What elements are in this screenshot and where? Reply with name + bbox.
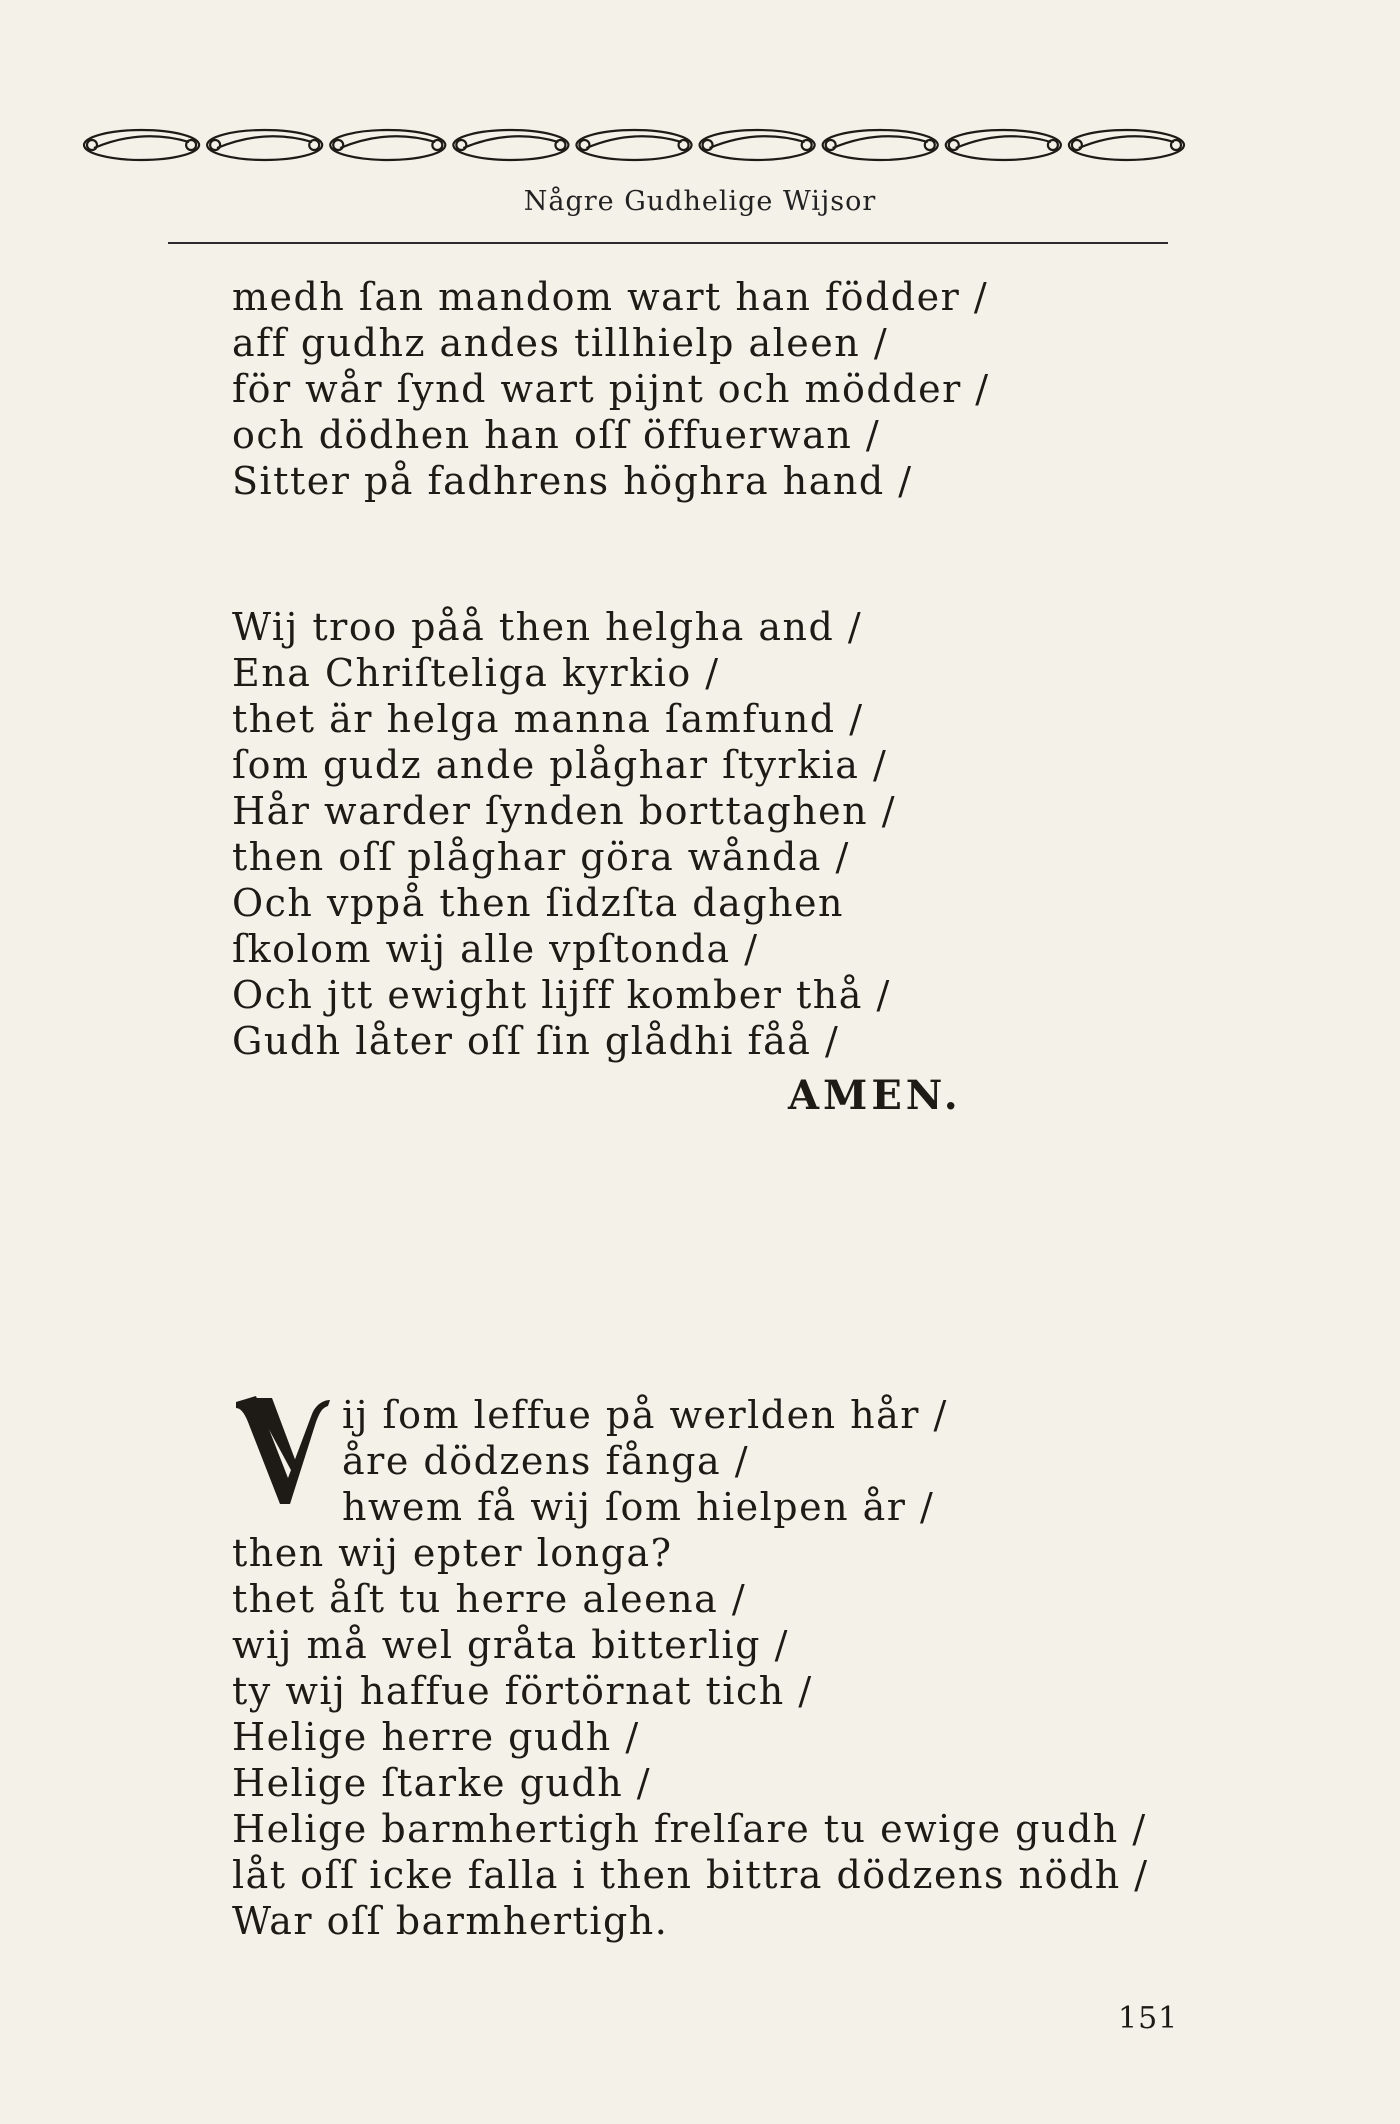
ornament-swirl xyxy=(586,136,681,148)
ornament-knot xyxy=(555,140,565,150)
running-head: Någre Gudhelige Wijsor xyxy=(523,186,877,217)
verse-line: Helige herre gudh / xyxy=(232,1715,640,1759)
ornament-knot xyxy=(679,140,689,150)
verse-line: aff gudhz andes tillhielp aleen / xyxy=(232,321,889,365)
verse-line: Och vppå then ſidzſta daghen xyxy=(232,881,844,925)
verse-3-indented xyxy=(342,1392,948,1530)
amen: AMEN. xyxy=(788,1072,962,1119)
verse-line: Helige barmhertigh frelſare tu ewige gudh / xyxy=(232,1807,1147,1851)
verse-line: thet är helga manna ſamfund / xyxy=(232,697,864,741)
verse-line: ſom gudz ande plåghar ſtyrkia / xyxy=(232,743,888,787)
verse-line: Hår warder ſynden borttaghen / xyxy=(232,789,897,833)
verse-line: ij ſom leffue på werlden hår / xyxy=(342,1393,948,1437)
verse-line: Ena Chriſteliga kyrkio / xyxy=(232,651,720,695)
ornament-knot xyxy=(802,140,812,150)
verse-line: ſkolom wij alle vpſtonda / xyxy=(232,927,759,971)
verse-line: thet åſt tu herre aleena / xyxy=(232,1577,747,1621)
ornament-swirl xyxy=(94,136,189,148)
verse-line: ty wij haffue förtörnat tich / xyxy=(232,1669,813,1713)
ornament-knot xyxy=(87,140,97,150)
ornament-swirl xyxy=(217,136,312,148)
drop-cap-v-initial xyxy=(232,1392,332,1512)
ornament-swirl xyxy=(956,136,1051,148)
page-number: 151 xyxy=(1118,2001,1179,2036)
verse-line: Helige ſtarke gudh / xyxy=(232,1761,652,1805)
ornament-knot xyxy=(186,140,196,150)
ornament-knot xyxy=(1048,140,1058,150)
ornament-knot xyxy=(949,140,959,150)
ornament-knot xyxy=(456,140,466,150)
verse-line: låt oſſ icke falla i then bittra dödzens nödh / xyxy=(232,1853,1149,1897)
ornament-knot xyxy=(579,140,589,150)
ornament-knot xyxy=(1171,140,1181,150)
verse-line: hwem få wij ſom hielpen år / xyxy=(342,1485,935,1529)
ornament-swirl xyxy=(1079,136,1174,148)
ornament-swirl xyxy=(833,136,928,148)
verse-line: then oſſ plåghar göra wånda / xyxy=(232,835,850,879)
ornament-knot xyxy=(703,140,713,150)
verse-line: War oſſ barmhertigh. xyxy=(232,1899,669,1943)
ornament-swirl xyxy=(340,136,435,148)
ornament-swirl xyxy=(710,136,805,148)
verse-line: wij må wel gråta bitterlig / xyxy=(232,1623,789,1667)
ornament-swirl xyxy=(463,136,558,148)
ornament-knot xyxy=(1072,140,1082,150)
verse-line: Wij troo påå then helgha and / xyxy=(232,605,863,649)
ornament-knot xyxy=(210,140,220,150)
verse-line: för wår ſynd wart pijnt och mödder / xyxy=(232,367,990,411)
ornament-knot xyxy=(333,140,343,150)
ornamental-border xyxy=(80,122,1188,168)
verse-line: Och jtt ewight lijff komber thå / xyxy=(232,973,891,1017)
verse-line: åre dödzens fånga / xyxy=(342,1439,750,1483)
verse-line: Sitter på fadhrens höghra hand / xyxy=(232,459,913,503)
verse-line: medh ſan mandom wart han födder / xyxy=(232,275,989,319)
verse-line: then wij epter longa? xyxy=(232,1531,673,1575)
svg-text:V: V xyxy=(281,1408,283,1409)
ornament-knot xyxy=(309,140,319,150)
ornament-knot xyxy=(826,140,836,150)
verse-3 xyxy=(232,1530,1149,1944)
verse-line: Gudh låter oſſ ſin glådhi fåå / xyxy=(232,1019,840,1063)
verse-1 xyxy=(232,274,990,504)
verse-2 xyxy=(232,604,896,1064)
verse-line: och dödhen han oſſ öffuerwan / xyxy=(232,413,881,457)
ornament-knot xyxy=(432,140,442,150)
header-rule xyxy=(168,242,1168,244)
ornament-knot xyxy=(925,140,935,150)
